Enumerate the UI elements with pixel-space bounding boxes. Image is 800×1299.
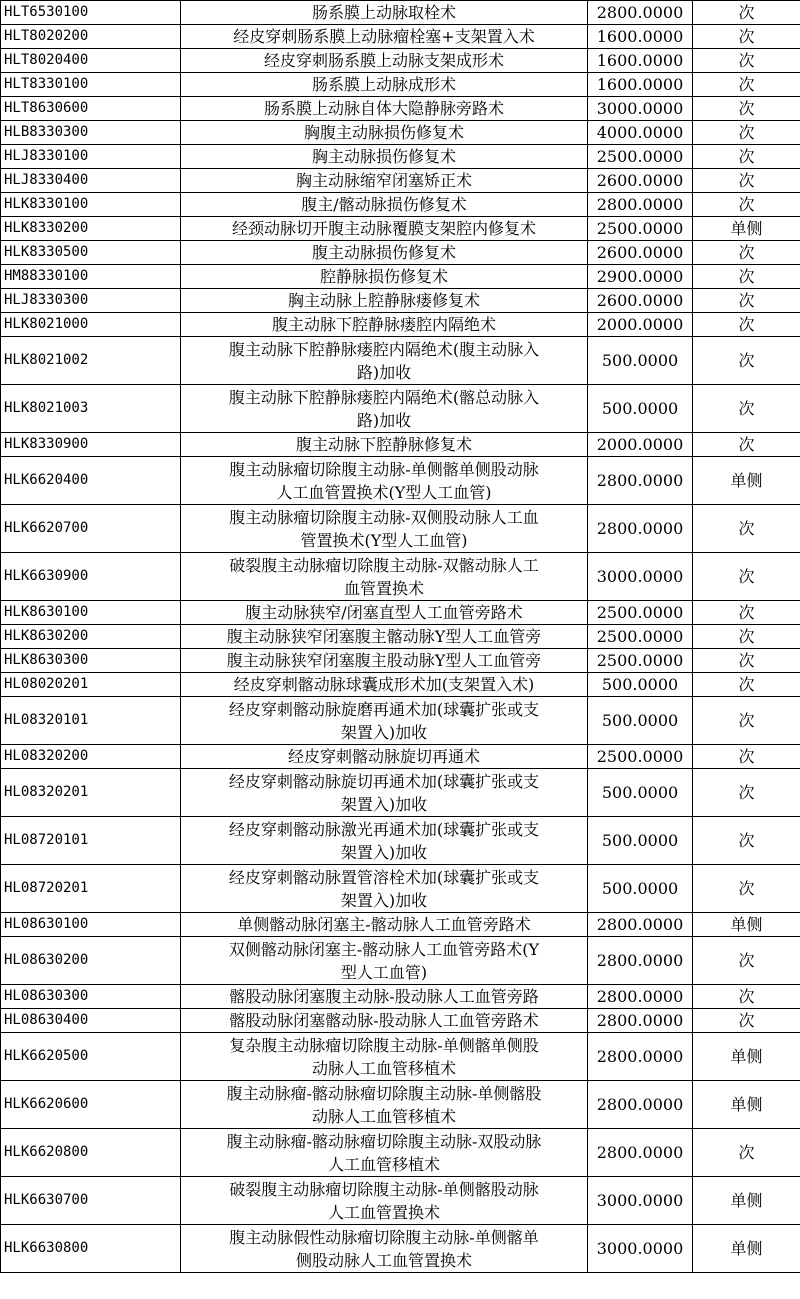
unit-cell: 次	[693, 121, 800, 145]
table-row	[1, 433, 800, 457]
name-cell: 胸主动脉损伤修复术	[181, 145, 588, 169]
unit-cell: 次	[693, 649, 800, 673]
name-cell: 腔静脉损伤修复术	[181, 265, 588, 289]
name-cell: 经皮穿刺肠系膜上动脉支架成形术	[181, 49, 588, 73]
name-cell: 经颈动脉切开腹主动脉覆膜支架腔内修复术	[181, 217, 588, 241]
code-cell: HLK8021003	[1, 385, 181, 433]
code-cell: HLK6620500	[1, 1033, 181, 1081]
table-row	[1, 1033, 800, 1081]
table-row	[1, 937, 800, 985]
unit-cell: 次	[693, 865, 800, 913]
table-row	[1, 985, 800, 1009]
name-cell: 腹主动脉瘤-髂动脉瘤切除腹主动脉-双股动脉 人工血管移植术	[181, 1129, 588, 1177]
name-cell: 胸主动脉缩窄闭塞矫正术	[181, 169, 588, 193]
table-row	[1, 337, 800, 385]
unit-cell: 次	[693, 745, 800, 769]
unit-cell: 单侧	[693, 457, 800, 505]
price-cell: 1600.0000	[588, 73, 693, 97]
unit-cell: 次	[693, 937, 800, 985]
price-cell: 3000.0000	[588, 97, 693, 121]
name-cell: 肠系膜上动脉成形术	[181, 73, 588, 97]
price-cell: 2500.0000	[588, 601, 693, 625]
code-cell: HL08020201	[1, 673, 181, 697]
price-cell: 2500.0000	[588, 145, 693, 169]
code-cell: HLK6630800	[1, 1225, 181, 1273]
unit-cell: 次	[693, 625, 800, 649]
price-cell: 2800.0000	[588, 913, 693, 937]
code-cell: HLK8330100	[1, 193, 181, 217]
price-cell: 2800.0000	[588, 985, 693, 1009]
price-cell: 2800.0000	[588, 1129, 693, 1177]
unit-cell: 次	[693, 289, 800, 313]
unit-cell: 次	[693, 385, 800, 433]
table-row	[1, 1009, 800, 1033]
table-row	[1, 457, 800, 505]
table-row	[1, 169, 800, 193]
price-cell: 500.0000	[588, 817, 693, 865]
price-cell: 2500.0000	[588, 217, 693, 241]
code-cell: HLJ8330100	[1, 145, 181, 169]
unit-cell: 次	[693, 25, 800, 49]
table-row	[1, 289, 800, 313]
code-cell: HLB8330300	[1, 121, 181, 145]
name-cell: 腹主动脉损伤修复术	[181, 241, 588, 265]
unit-cell: 次	[693, 769, 800, 817]
unit-cell: 次	[693, 97, 800, 121]
name-cell: 腹主/髂动脉损伤修复术	[181, 193, 588, 217]
price-cell: 2000.0000	[588, 433, 693, 457]
code-cell: HLT8630600	[1, 97, 181, 121]
code-cell: HLT8330100	[1, 73, 181, 97]
code-cell: HLK8630100	[1, 601, 181, 625]
name-cell: 肠系膜上动脉取栓术	[181, 1, 588, 25]
table-row	[1, 553, 800, 601]
price-cell: 2600.0000	[588, 241, 693, 265]
unit-cell: 次	[693, 169, 800, 193]
code-cell: HLK6630900	[1, 553, 181, 601]
unit-cell: 次	[693, 433, 800, 457]
name-cell: 腹主动脉下腔静脉瘘腔内隔绝术(腹主动脉入 路)加收	[181, 337, 588, 385]
unit-cell: 单侧	[693, 1081, 800, 1129]
table-row	[1, 385, 800, 433]
name-cell: 经皮穿刺髂动脉旋切再通术	[181, 745, 588, 769]
unit-cell: 单侧	[693, 913, 800, 937]
unit-cell: 次	[693, 241, 800, 265]
code-cell: HLK6620400	[1, 457, 181, 505]
code-cell: HLJ8330400	[1, 169, 181, 193]
code-cell: HL08720101	[1, 817, 181, 865]
table-row	[1, 1129, 800, 1177]
name-cell: 肠系膜上动脉自体大隐静脉旁路术	[181, 97, 588, 121]
price-cell: 500.0000	[588, 337, 693, 385]
table-row	[1, 673, 800, 697]
name-cell: 经皮穿刺髂动脉旋切再通术加(球囊扩张或支 架置入)加收	[181, 769, 588, 817]
table-row	[1, 745, 800, 769]
table-row	[1, 97, 800, 121]
price-cell: 500.0000	[588, 385, 693, 433]
name-cell: 腹主动脉下腔静脉修复术	[181, 433, 588, 457]
unit-cell: 次	[693, 193, 800, 217]
name-cell: 腹主动脉瘤切除腹主动脉-双侧股动脉人工血 管置换术(Y型人工血管)	[181, 505, 588, 553]
unit-cell: 次	[693, 553, 800, 601]
price-cell: 2500.0000	[588, 745, 693, 769]
code-cell: HLK8330900	[1, 433, 181, 457]
name-cell: 单侧髂动脉闭塞主-髂动脉人工血管旁路术	[181, 913, 588, 937]
table-row	[1, 1177, 800, 1225]
price-cell: 2900.0000	[588, 265, 693, 289]
code-cell: HL08630400	[1, 1009, 181, 1033]
name-cell: 破裂腹主动脉瘤切除腹主动脉-双髂动脉人工 血管置换术	[181, 553, 588, 601]
table-row	[1, 913, 800, 937]
code-cell: HL08720201	[1, 865, 181, 913]
unit-cell: 次	[693, 49, 800, 73]
name-cell: 经皮穿刺肠系膜上动脉瘤栓塞+支架置入术	[181, 25, 588, 49]
price-cell: 4000.0000	[588, 121, 693, 145]
name-cell: 髂股动脉闭塞髂动脉-股动脉人工血管旁路术	[181, 1009, 588, 1033]
code-cell: HLK8021000	[1, 313, 181, 337]
name-cell: 经皮穿刺髂动脉置管溶栓术加(球囊扩张或支 架置入)加收	[181, 865, 588, 913]
table-row	[1, 241, 800, 265]
table-row	[1, 697, 800, 745]
table-row	[1, 649, 800, 673]
table-row	[1, 505, 800, 553]
unit-cell: 单侧	[693, 217, 800, 241]
price-cell: 3000.0000	[588, 553, 693, 601]
unit-cell: 次	[693, 1129, 800, 1177]
code-cell: HLT8020200	[1, 25, 181, 49]
name-cell: 腹主动脉狭窄闭塞腹主髂动脉Y型人工血管旁	[181, 625, 588, 649]
name-cell: 双侧髂动脉闭塞主-髂动脉人工血管旁路术(Y 型人工血管)	[181, 937, 588, 985]
code-cell: HL08320201	[1, 769, 181, 817]
price-cell: 2600.0000	[588, 169, 693, 193]
table-row	[1, 817, 800, 865]
price-cell: 2800.0000	[588, 937, 693, 985]
name-cell: 髂股动脉闭塞腹主动脉-股动脉人工血管旁路	[181, 985, 588, 1009]
code-cell: HL08320101	[1, 697, 181, 745]
unit-cell: 次	[693, 697, 800, 745]
price-cell: 1600.0000	[588, 25, 693, 49]
price-cell: 1600.0000	[588, 49, 693, 73]
table-row	[1, 1081, 800, 1129]
price-cell: 2500.0000	[588, 625, 693, 649]
table-row	[1, 1225, 800, 1273]
unit-cell: 次	[693, 145, 800, 169]
unit-cell: 次	[693, 313, 800, 337]
table-row	[1, 625, 800, 649]
code-cell: HL08630100	[1, 913, 181, 937]
code-cell: HL08630200	[1, 937, 181, 985]
table-row	[1, 193, 800, 217]
table-row	[1, 601, 800, 625]
unit-cell: 次	[693, 1009, 800, 1033]
unit-cell: 次	[693, 73, 800, 97]
table-row	[1, 121, 800, 145]
price-cell: 2600.0000	[588, 289, 693, 313]
price-cell: 2800.0000	[588, 505, 693, 553]
table-row	[1, 217, 800, 241]
price-cell: 2800.0000	[588, 457, 693, 505]
name-cell: 胸主动脉上腔静脉瘘修复术	[181, 289, 588, 313]
unit-cell: 单侧	[693, 1177, 800, 1225]
name-cell: 腹主动脉瘤-髂动脉瘤切除腹主动脉-单侧髂股 动脉人工血管移植术	[181, 1081, 588, 1129]
name-cell: 腹主动脉瘤切除腹主动脉-单侧髂单侧股动脉 人工血管置换术(Y型人工血管)	[181, 457, 588, 505]
name-cell: 复杂腹主动脉瘤切除腹主动脉-单侧髂单侧股 动脉人工血管移植术	[181, 1033, 588, 1081]
price-cell: 2800.0000	[588, 1009, 693, 1033]
code-cell: HLK6630700	[1, 1177, 181, 1225]
unit-cell: 次	[693, 265, 800, 289]
price-cell: 500.0000	[588, 769, 693, 817]
table-row	[1, 769, 800, 817]
table-row	[1, 73, 800, 97]
price-cell: 500.0000	[588, 697, 693, 745]
code-cell: HL08320200	[1, 745, 181, 769]
price-cell: 500.0000	[588, 865, 693, 913]
code-cell: HLK6620800	[1, 1129, 181, 1177]
code-cell: HLK8021002	[1, 337, 181, 385]
price-cell: 2000.0000	[588, 313, 693, 337]
price-cell: 3000.0000	[588, 1225, 693, 1273]
price-cell: 2800.0000	[588, 1033, 693, 1081]
code-cell: HL08630300	[1, 985, 181, 1009]
table-row	[1, 49, 800, 73]
price-cell: 2800.0000	[588, 1, 693, 25]
unit-cell: 单侧	[693, 1225, 800, 1273]
table-row	[1, 265, 800, 289]
price-cell: 2800.0000	[588, 193, 693, 217]
code-cell: HLT6530100	[1, 1, 181, 25]
price-cell: 2800.0000	[588, 1081, 693, 1129]
price-table-body	[1, 1, 800, 1273]
name-cell: 腹主动脉狭窄/闭塞直型人工血管旁路术	[181, 601, 588, 625]
name-cell: 破裂腹主动脉瘤切除腹主动脉-单侧髂股动脉 人工血管置换术	[181, 1177, 588, 1225]
unit-cell: 次	[693, 505, 800, 553]
unit-cell: 次	[693, 985, 800, 1009]
price-cell: 3000.0000	[588, 1177, 693, 1225]
table-row	[1, 145, 800, 169]
code-cell: HLK8330500	[1, 241, 181, 265]
name-cell: 经皮穿刺髂动脉球囊成形术加(支架置入术)	[181, 673, 588, 697]
unit-cell: 次	[693, 1, 800, 25]
name-cell: 腹主动脉狭窄闭塞腹主股动脉Y型人工血管旁	[181, 649, 588, 673]
code-cell: HLK6620600	[1, 1081, 181, 1129]
table-row	[1, 1, 800, 25]
table-row	[1, 865, 800, 913]
unit-cell: 次	[693, 337, 800, 385]
unit-cell: 次	[693, 817, 800, 865]
price-cell: 500.0000	[588, 673, 693, 697]
unit-cell: 次	[693, 601, 800, 625]
price-cell: 2500.0000	[588, 649, 693, 673]
code-cell: HM88330100	[1, 265, 181, 289]
name-cell: 经皮穿刺髂动脉旋磨再通术加(球囊扩张或支 架置入)加收	[181, 697, 588, 745]
name-cell: 腹主动脉假性动脉瘤切除腹主动脉-单侧髂单 侧股动脉人工血管置换术	[181, 1225, 588, 1273]
table-row	[1, 25, 800, 49]
name-cell: 经皮穿刺髂动脉激光再通术加(球囊扩张或支 架置入)加收	[181, 817, 588, 865]
code-cell: HLK8630200	[1, 625, 181, 649]
unit-cell: 单侧	[693, 1033, 800, 1081]
unit-cell: 次	[693, 673, 800, 697]
code-cell: HLT8020400	[1, 49, 181, 73]
name-cell: 腹主动脉下腔静脉瘘腔内隔绝术	[181, 313, 588, 337]
code-cell: HLJ8330300	[1, 289, 181, 313]
code-cell: HLK8330200	[1, 217, 181, 241]
name-cell: 胸腹主动脉损伤修复术	[181, 121, 588, 145]
code-cell: HLK8630300	[1, 649, 181, 673]
table-row	[1, 313, 800, 337]
name-cell: 腹主动脉下腔静脉瘘腔内隔绝术(髂总动脉入 路)加收	[181, 385, 588, 433]
code-cell: HLK6620700	[1, 505, 181, 553]
